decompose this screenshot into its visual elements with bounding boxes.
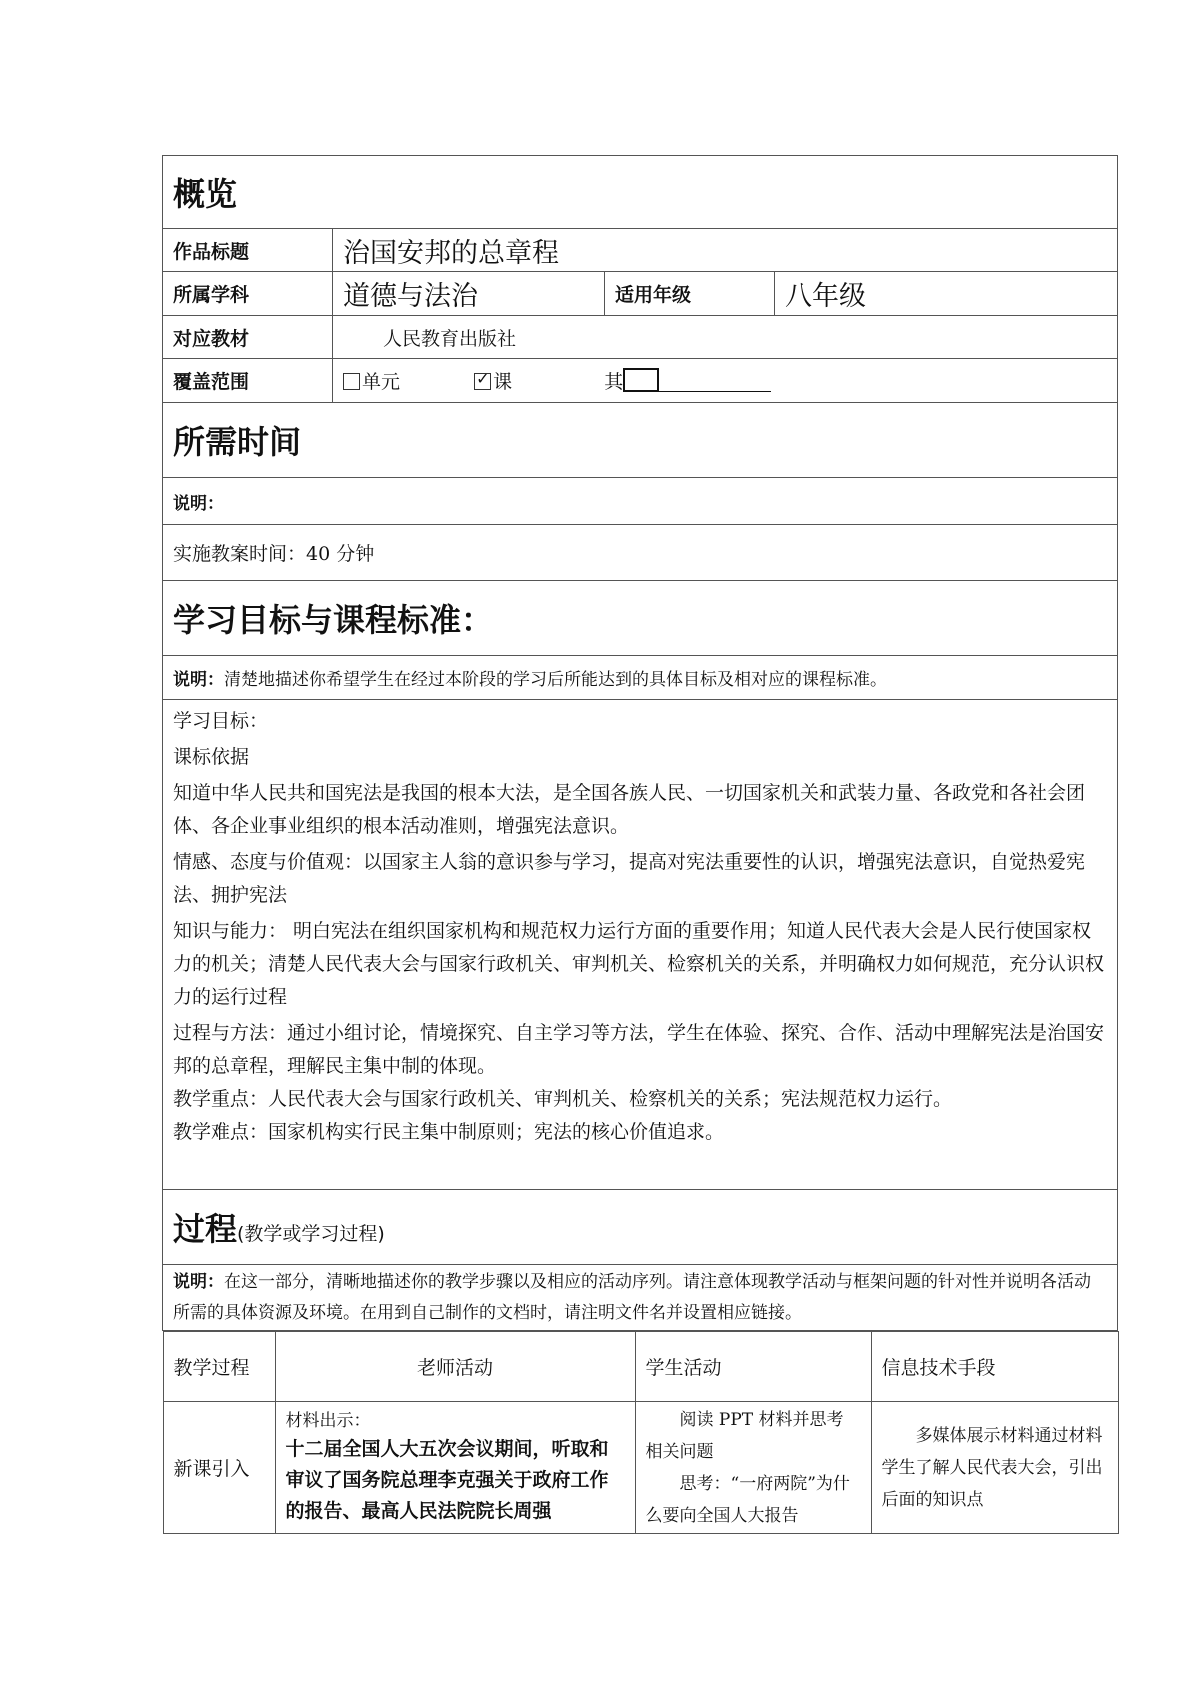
coverage-label: 覆盖范围 xyxy=(163,359,333,403)
unit-checkbox[interactable] xyxy=(343,371,400,393)
objectives-note-text: 清楚地描述你希望学生在经过本阶段的学习后所能达到的具体目标及相对应的课程标准。 xyxy=(224,670,887,690)
process-table xyxy=(163,1331,1119,1534)
section-heading-time: 所需时间 xyxy=(163,403,1118,478)
time-note-label: 说明： xyxy=(173,493,224,514)
lesson-checkbox[interactable] xyxy=(474,371,512,393)
header-tech: 信息技术手段 xyxy=(871,1332,1118,1402)
unit-label: 单元 xyxy=(362,371,401,393)
objective-paragraph: 知道中华人民共和国宪法是我国的根本大法，是全国各族人民、一切国家机关和武装力量、各政党和各社会团体、各企业事业组织的根本活动准则，增强宪法意识。 xyxy=(173,782,1086,837)
objective-paragraph: 教学重点：人民代表大会与国家行政机关、审判机关、检察机关的关系；宪法规范权力运行。 xyxy=(173,1088,953,1110)
row-stage: 新课引入 xyxy=(163,1402,275,1534)
plan-table xyxy=(162,155,1118,1534)
process-note xyxy=(163,1265,1118,1331)
row-tech: 多媒体展示材料通过材料学生了解人民代表大会，引出后面的知识点 xyxy=(871,1402,1118,1534)
objectives-note xyxy=(163,656,1118,700)
other-underline xyxy=(659,371,771,392)
row-teacher xyxy=(275,1402,635,1534)
textbook-value: 人民教育出版社 xyxy=(333,316,1118,359)
objective-paragraph: 情感、态度与价值观：以国家主人翁的意识参与学习，提高对宪法重要性的认识，增强宪法意识，自觉热爱宪法、拥护宪法 xyxy=(173,851,1086,906)
process-heading-sub: (教学或学习过程) xyxy=(237,1223,385,1245)
header-stage: 教学过程 xyxy=(163,1332,275,1402)
checkbox-icon xyxy=(343,373,360,390)
other-label: 其 xyxy=(604,371,624,393)
duration-text: 实施教案时间：40 分钟 xyxy=(163,525,1118,581)
other-count-box[interactable] xyxy=(623,368,659,392)
process-note-text: 在这一部分，清晰地描述你的教学步骤以及相应的活动序列。请注意体现教学活动与框架问题的针对性并说明各活动所需的具体资源及环境。在用到自己制作的文档时，请注明文件名并设置相应链接。 xyxy=(173,1271,1091,1323)
coverage-options xyxy=(333,359,1118,403)
process-note-label: 说明： xyxy=(173,1271,224,1292)
header-student: 学生活动 xyxy=(635,1332,871,1402)
checkbox-checked-icon xyxy=(474,373,491,390)
teacher-material: 十二届全国人大五次会议期间，听取和审议了国务院总理李克强关于政府工作的报告、最高人民法院院长周强 xyxy=(285,1438,609,1522)
objectives-body xyxy=(163,700,1118,1190)
process-heading: 过程 xyxy=(173,1210,238,1248)
title-value: 治国安邦的总章程 xyxy=(333,229,1118,272)
section-heading-objectives: 学习目标与课程标准： xyxy=(163,581,1118,656)
objective-paragraph: 课标依据 xyxy=(173,746,250,768)
lesson-label: 课 xyxy=(493,371,513,393)
objective-paragraph: 过程与方法：通过小组讨论，情境探究、自主学习等方法，学生在体验、探究、合作、活动中理解宪法是治国安邦的总章程，理解民主集中制的体现。 xyxy=(173,1022,1105,1077)
grade-value: 八年级 xyxy=(775,272,1118,316)
header-teacher: 老师活动 xyxy=(275,1332,635,1402)
objective-paragraph: 学习目标： xyxy=(173,710,269,732)
objective-paragraph: 知识与能力： 明白宪法在组织国家机构和规范权力运行方面的重要作用；知道人民代表大会是人民行使国家权力的机关；清楚人民代表大会与国家行政机关、审判机关、检察机关的关系，并明确权力如何规范，充分认识权力的运行过程 xyxy=(173,920,1105,1008)
section-heading-process xyxy=(163,1190,1118,1265)
objective-paragraph: 教学难点：国家机构实行民主集中制原则；宪法的核心价值追求。 xyxy=(173,1121,725,1143)
time-note xyxy=(163,478,1118,525)
table-row xyxy=(163,1402,1118,1534)
objectives-note-label: 说明： xyxy=(173,670,224,690)
title-label: 作品标题 xyxy=(163,229,333,272)
section-heading-overview: 概览 xyxy=(163,156,1118,229)
student-activity-1: 阅读 PPT 材料并思考相关问题 xyxy=(645,1409,844,1462)
student-activity-2: 思考：“一府两院”为什么要向全国人大报告 xyxy=(645,1473,850,1526)
row-student xyxy=(635,1402,871,1534)
subject-label: 所属学科 xyxy=(163,272,333,316)
teacher-intro: 材料出示： xyxy=(285,1411,371,1431)
subject-value: 道德与法治 xyxy=(333,272,605,316)
document-page xyxy=(162,155,1117,1534)
textbook-label: 对应教材 xyxy=(163,316,333,359)
grade-label: 适用年级 xyxy=(605,272,775,316)
